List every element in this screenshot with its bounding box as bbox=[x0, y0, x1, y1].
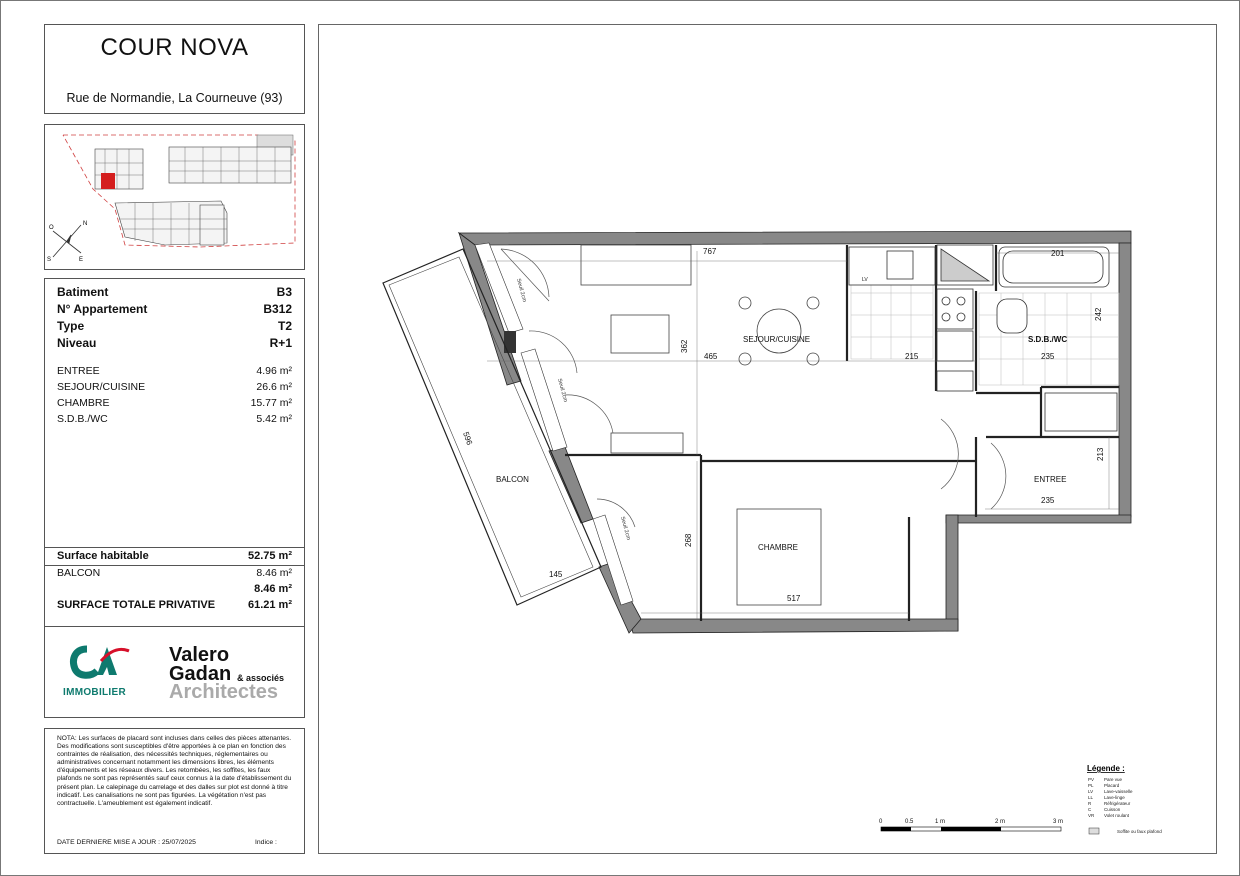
room-chambre: CHAMBRE 15.77 m² bbox=[57, 397, 292, 409]
compass-south: S bbox=[47, 257, 52, 263]
surface-totale: SURFACE TOTALE PRIVATIVE 61.21 m² bbox=[57, 599, 292, 611]
legend-code: LL bbox=[1088, 795, 1094, 800]
dim-465: 465 bbox=[704, 352, 718, 361]
legend-text: Réfrigérateur bbox=[1104, 801, 1131, 806]
compass-icon bbox=[53, 225, 81, 257]
logos-box bbox=[44, 626, 305, 718]
legend-code: R bbox=[1088, 801, 1092, 806]
legend-code: PL bbox=[1088, 783, 1094, 788]
dim-517: 517 bbox=[787, 594, 801, 603]
site-map-drawing bbox=[45, 125, 304, 269]
legend-text: Placard bbox=[1104, 783, 1120, 788]
balcon-total: 8.46 m² bbox=[254, 583, 292, 595]
dim-145: 145 bbox=[549, 570, 563, 579]
legend-code: PV bbox=[1088, 777, 1095, 782]
room-label-chambre: CHAMBRE bbox=[758, 543, 799, 552]
legend-title: Légende : bbox=[1087, 764, 1125, 773]
scale-3m: 3 m bbox=[1053, 819, 1064, 825]
balcon-surface: BALCON 8.46 m² bbox=[57, 567, 292, 579]
surface-habitable: Surface habitable 52.75 m² bbox=[57, 550, 292, 562]
note-box bbox=[44, 728, 305, 854]
architect-line1: Valero bbox=[169, 644, 230, 666]
legend-text: Pare vue bbox=[1104, 777, 1123, 782]
scale-1m: 1 m bbox=[935, 819, 946, 825]
dim-596: 596 bbox=[461, 430, 475, 447]
legend-hatch-text: Soffite ou faux plafond bbox=[1117, 829, 1162, 834]
dim-268: 268 bbox=[684, 533, 693, 547]
room-label-sejour: SEJOUR/CUISINE bbox=[743, 335, 811, 344]
compass-east: E bbox=[79, 257, 84, 263]
dim-213: 213 bbox=[1096, 447, 1105, 461]
dim-242: 242 bbox=[1094, 307, 1103, 321]
bank-name: IMMOBILIER bbox=[63, 687, 126, 698]
room-entree: ENTREE 4.96 m² bbox=[57, 365, 292, 377]
scale-0: 0 bbox=[879, 819, 883, 825]
floor-plan-drawing bbox=[319, 25, 1216, 853]
room-sdb: S.D.B./WC 5.42 m² bbox=[57, 413, 292, 425]
revision-index: Indice : bbox=[255, 839, 277, 846]
seuil-label-3: Seuil 2cm bbox=[619, 515, 632, 541]
seuil-label-1: Seuil 2cm bbox=[515, 277, 528, 303]
apartment-highlight bbox=[101, 173, 115, 189]
dim-235-entree: 235 bbox=[1041, 496, 1055, 505]
architect-suffix: & associés bbox=[237, 673, 285, 683]
dim-201: 201 bbox=[1051, 249, 1065, 258]
room-sejour: SEJOUR/CUISINE 26.6 m² bbox=[57, 381, 292, 393]
legend-text: Lave-linge bbox=[1104, 795, 1125, 800]
field-niveau: Niveau R+1 bbox=[57, 336, 292, 350]
compass-west: O bbox=[49, 225, 54, 231]
room-label-entree: ENTREE bbox=[1034, 475, 1067, 484]
dim-767: 767 bbox=[703, 247, 717, 256]
dim-235-sdb: 235 bbox=[1041, 352, 1055, 361]
project-name: COUR NOVA bbox=[100, 34, 249, 61]
field-type: Type T2 bbox=[57, 319, 292, 333]
scale-bar bbox=[879, 819, 1063, 831]
architect-line2: Gadan bbox=[169, 663, 232, 685]
apartment-info bbox=[44, 278, 305, 627]
compass-north: N bbox=[83, 221, 88, 227]
room-label-sdb: S.D.B./WC bbox=[1028, 335, 1068, 344]
dim-215: 215 bbox=[905, 352, 919, 361]
project-address: Rue de Normandie, La Courneuve (93) bbox=[66, 91, 283, 105]
dim-362: 362 bbox=[680, 339, 689, 353]
project-title-box bbox=[44, 24, 305, 114]
appliance-lv: LV bbox=[862, 277, 868, 283]
legend-text: Volet roulant bbox=[1104, 813, 1130, 818]
field-batiment: Batiment B3 bbox=[57, 285, 292, 299]
scale-05: 0.5 bbox=[905, 819, 914, 825]
field-appartement: N° Appartement B312 bbox=[57, 302, 292, 316]
scale-2m: 2 m bbox=[995, 819, 1006, 825]
legend-code: VR bbox=[1088, 813, 1095, 818]
site-map bbox=[44, 124, 305, 270]
floor-plan bbox=[318, 24, 1217, 854]
note-text: NOTA: Les surfaces de placard sont incluses dans celles des pièces attenantes. Des modifications sont susceptibles d'être apportées à ce plan en fonction des contraintes de réalisation, des nécessités techniques, réglementaires ou administratives concernant notamment les dimensions libres, les éléments d'équipements et les réseaux divers. Les retombées, les soffites, les faux plafonds ne sont pas représentés sauf ceux connus à la date d'établissement du présent plan. Le calepinage du carrelage et des dalles sur plot est donné à titre indicatif. Les canalisations ne sont pas figurées. La végétation n'est pas contractuelle. L'ameublement est également indicatif. bbox=[57, 735, 292, 807]
update-date: DATE DERNIERE MISE A JOUR : 25/07/2025 bbox=[57, 839, 196, 846]
legend bbox=[1087, 764, 1162, 834]
seuil-label-2: Seuil 2cm bbox=[556, 377, 569, 403]
hatch-swatch-icon bbox=[1089, 828, 1099, 834]
architect-line3: Architectes bbox=[169, 681, 278, 703]
legend-code: LV bbox=[1088, 789, 1094, 794]
legend-code: C bbox=[1088, 807, 1092, 812]
legend-text: Cuisson bbox=[1104, 807, 1121, 812]
legend-text: Lave-vaisselle bbox=[1104, 789, 1133, 794]
room-label-balcon: BALCON bbox=[496, 475, 529, 484]
